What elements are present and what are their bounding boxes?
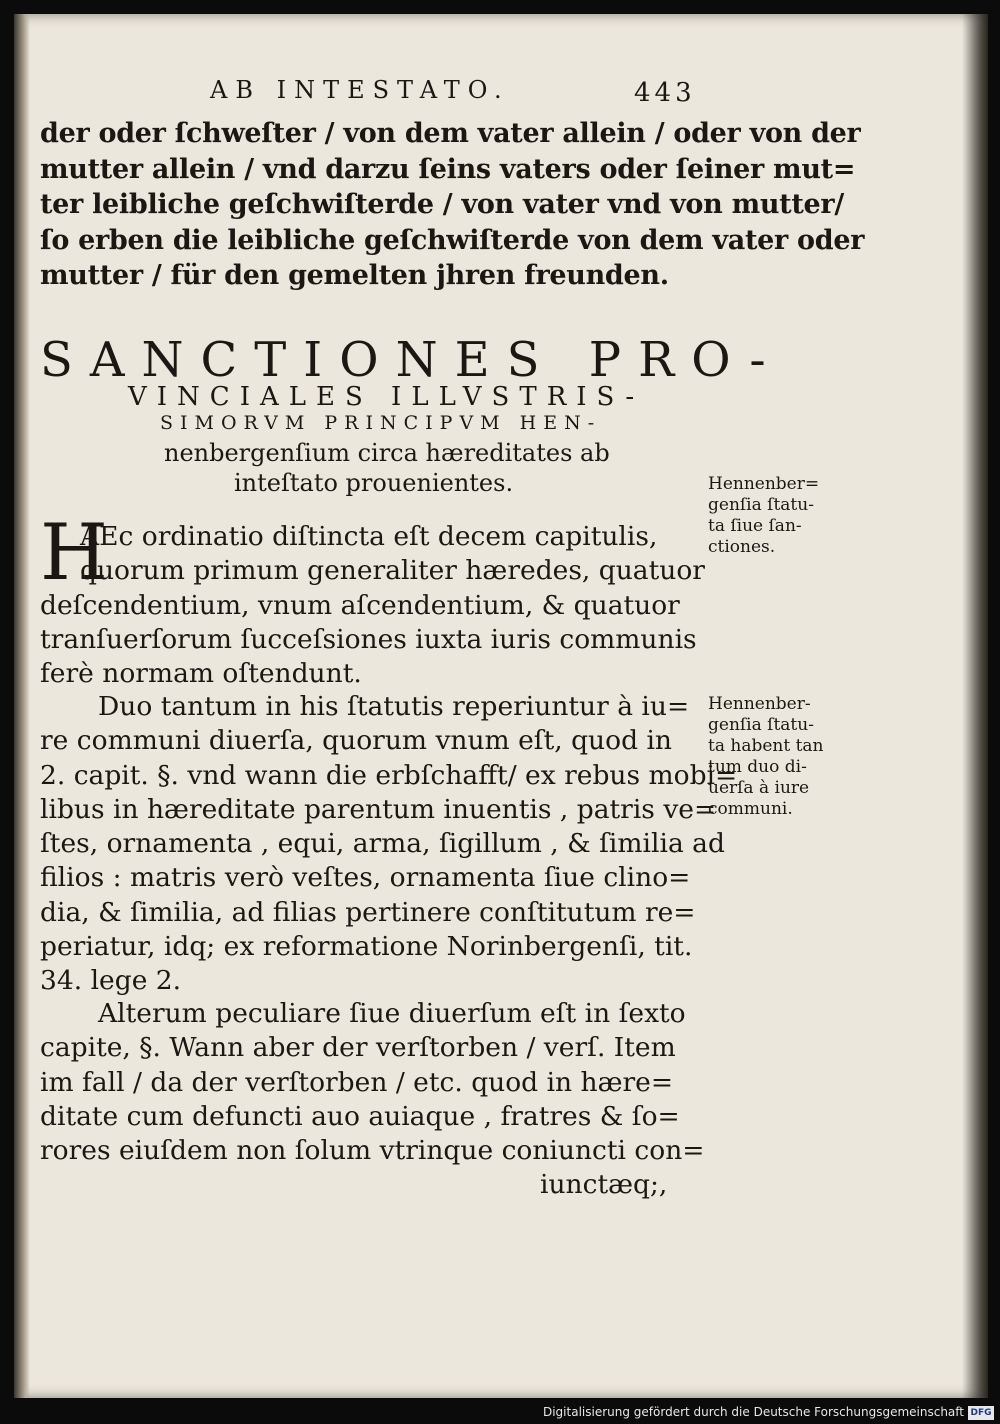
text-line: re communi diuerſa, quorum vnum eſt, quod in [40, 725, 673, 757]
text-line: mutter allein / vnd darzu ſeins vaters oder ſeiner mut= [40, 153, 856, 185]
page-gutter-shadow [962, 14, 988, 1398]
page-number: 443 [634, 78, 696, 108]
section-title-line-2: VINCIALES ILLVSTRIS- [128, 382, 645, 412]
text-line: iunctæq;, [540, 1169, 668, 1201]
text-line: libus in hæreditate parentum inuentis , patris ve= [40, 793, 717, 825]
text-line: dia, & ſimilia, ad filias pertinere conſtitutum re= [40, 896, 696, 928]
text-line: tranſuerſorum ſucceſsiones iuxta iuris communis [40, 623, 697, 655]
text-line: Alterum peculiare ſiue diuerſum eſt in ſexto [98, 998, 686, 1029]
text-line: periatur, idq; ex reformatione Norinbergenſi, tit. [40, 931, 693, 963]
text-line: mutter / für den gemelten jhren freunden. [40, 260, 669, 291]
running-head: AB INTESTATO. [210, 76, 510, 104]
german-blackletter-paragraph [40, 116, 865, 294]
marginal-line: genſia ſtatu- [708, 495, 814, 515]
text-line: ter leibliche geſchwiſterde / von vater vnd von mutter/ [40, 189, 844, 220]
marginal-line: ctiones. [708, 537, 776, 557]
text-line: der oder ſchweſter / von dem vater allein / oder von der [40, 118, 861, 149]
text-line: ſo erben die leibliche geſchwiſterde von dem vater oder [40, 224, 865, 256]
marginal-note-2 [708, 694, 838, 820]
marginal-line: tum duo di- [708, 757, 807, 777]
text-line: deſcendentium, vnum aſcendentium, & quatuor [40, 589, 680, 621]
dfg-logo: DFG [968, 1406, 994, 1420]
drop-cap: H [40, 508, 109, 598]
section-title-line-1: SANCTIONES PRO- [40, 332, 783, 388]
marginal-line: genſia ſtatu- [708, 715, 814, 735]
text-line: Duo tantum in his ſtatutis reperiuntur à iu= [98, 691, 690, 722]
text-line: AEc ordinatio diſtincta eſt decem capitulis, [80, 521, 658, 552]
book-page [14, 14, 988, 1398]
marginal-line: Hennenber= [708, 474, 820, 494]
section-title-line-4: nenbergenſium circa hæreditates ab [164, 439, 610, 467]
text-line: im fall / da der verſtorben / etc. quod in hære= [40, 1066, 674, 1098]
marginal-line: uerſa à iure [708, 778, 810, 798]
text-line: quorum primum generaliter hæredes, quatuor [80, 555, 705, 587]
text-line: ferè normam oſtendunt. [40, 658, 362, 690]
marginal-note-1 [708, 474, 838, 558]
section-title-line-3: SIMORVM PRINCIPVM HEN- [160, 412, 602, 434]
marginal-line: ta ſiue ſan- [708, 516, 802, 536]
text-line: filios : matris verò veſtes, ornamenta ſiue clino= [40, 862, 691, 894]
marginal-line: ta habent tan [708, 736, 824, 756]
text-line: 2. capit. §. vnd wann die erbſchafft/ ex rebus mobi= [40, 759, 738, 791]
text-line: 34. lege 2. [40, 965, 182, 997]
section-title-line-5: inteſtato prouenientes. [234, 469, 514, 497]
text-line: ſtes, ornamenta , equi, arma, ſigillum , & ſimilia ad [40, 828, 725, 860]
paragraph-1 [40, 520, 705, 691]
text-line: capite, §. Wann aber der verſtorben / verſ. Item [40, 1032, 676, 1064]
paragraph-2 [40, 690, 738, 999]
funding-credit: Digitalisierung gefördert durch die Deutsche Forschungsgemeinschaft [542, 1405, 964, 1419]
paragraph-3 [40, 997, 705, 1203]
marginal-line: Hennenber- [708, 694, 811, 714]
text-line: rores eiuſdem non ſolum vtrinque coniuncti con= [40, 1135, 705, 1167]
marginal-line: communi. [708, 799, 793, 819]
text-line: ditate cum defuncti auo auiaque , fratres & ſo= [40, 1100, 680, 1132]
